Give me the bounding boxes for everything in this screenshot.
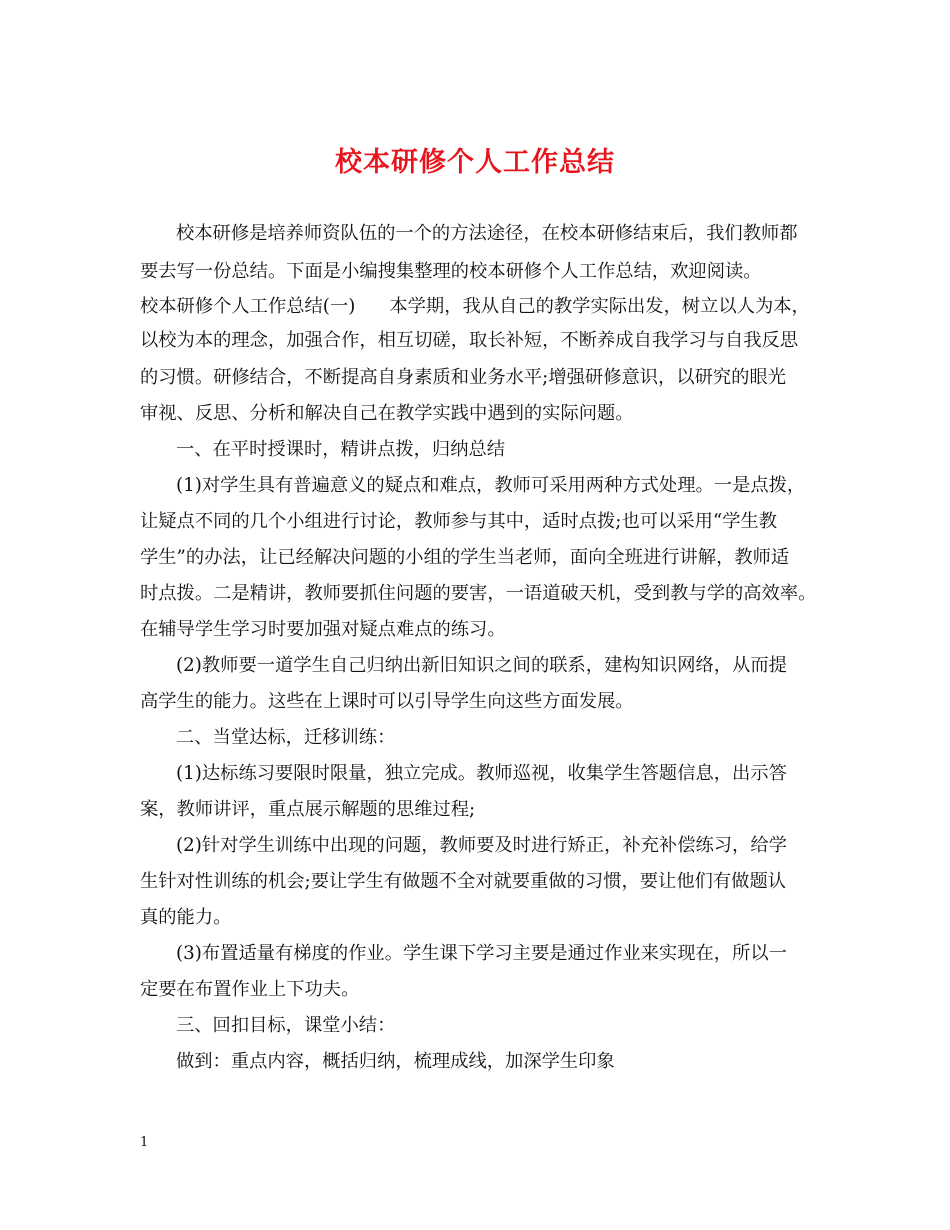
paragraph-line bbox=[140, 295, 810, 319]
paragraph-line: 真的能力。 bbox=[140, 907, 232, 928]
paragraph-line: 以校为本的理念，加强合作，相互切磋，取长补短，不断养成自我学习与自我反思 bbox=[140, 330, 799, 351]
page-number: 1 bbox=[140, 1135, 149, 1150]
paragraph-line: 学生”的办法，让已经解决问题的小组的学生当老师，面向全班进行讲解，教师适 bbox=[140, 547, 790, 568]
paragraph-line: 要去写一份总结。下面是小编搜集整理的校本研修个人工作总结，欢迎阅读。 bbox=[140, 261, 762, 282]
paragraph-line: 时点拨。二是精讲，教师要抓住问题的要害，一语道破天机，受到教与学的高效率。 bbox=[140, 583, 817, 604]
section-heading: 三、回扣目标，课堂小结： bbox=[176, 1015, 396, 1036]
paragraph-line: 定要在布置作业上下功夫。 bbox=[140, 979, 360, 1000]
section-heading: 校本研修个人工作总结(一) bbox=[140, 296, 356, 317]
paragraph-line: 校本研修是培养师资队伍的一个的方法途径，在校本研修结束后，我们教师都 bbox=[176, 223, 798, 244]
paragraph-line: (1)达标练习要限时限量，独立完成。教师巡视，收集学生答题信息，出示答 bbox=[176, 763, 787, 784]
paragraph-line: (1)对学生具有普遍意义的疑点和难点，教师可采用两种方式处理。一是点拨， bbox=[176, 475, 806, 496]
paragraph-line: 审视、反思、分析和解决自己在教学实践中遇到的实际问题。 bbox=[140, 403, 634, 424]
paragraph-line: 案，教师讲评，重点展示解题的思维过程; bbox=[140, 799, 476, 820]
paragraph-line: 做到：重点内容，概括归纳，梳理成线，加深学生印象 bbox=[176, 1051, 615, 1072]
paragraph-text: 本学期，我从自己的教学实际出发，树立以人为本， bbox=[389, 296, 810, 317]
section-heading: 二、当堂达标，迁移训练： bbox=[176, 727, 396, 748]
paragraph-line: (2)教师要一道学生自己归纳出新旧知识之间的联系，建构知识网络，从而提 bbox=[176, 655, 787, 676]
paragraph-line: 让疑点不同的几个小组进行讨论，教师参与其中，适时点拨;也可以采用“学生教 bbox=[140, 511, 778, 532]
paragraph-line: 在辅导学生学习时要加强对疑点难点的练习。 bbox=[140, 619, 506, 640]
paragraph-line: 生针对性训练的机会;要让学生有做题不全对就要重做的习惯，要让他们有做题认 bbox=[140, 871, 787, 892]
page-title: 校本研修个人工作总结 bbox=[335, 147, 615, 178]
paragraph-line: 的习惯。研修结合，不断提高自身素质和业务水平;增强研修意识，以研究的眼光 bbox=[140, 367, 787, 388]
section-heading: 一、在平时授课时，精讲点拨，归纳总结 bbox=[176, 439, 506, 460]
paragraph-line: (2)针对学生训练中出现的问题，教师要及时进行矫正，补充补偿练习，给学 bbox=[176, 835, 787, 856]
paragraph-line: 高学生的能力。这些在上课时可以引导学生向这些方面发展。 bbox=[140, 691, 634, 712]
paragraph-line: (3)布置适量有梯度的作业。学生课下学习主要是通过作业来实现在，所以一 bbox=[176, 943, 787, 964]
